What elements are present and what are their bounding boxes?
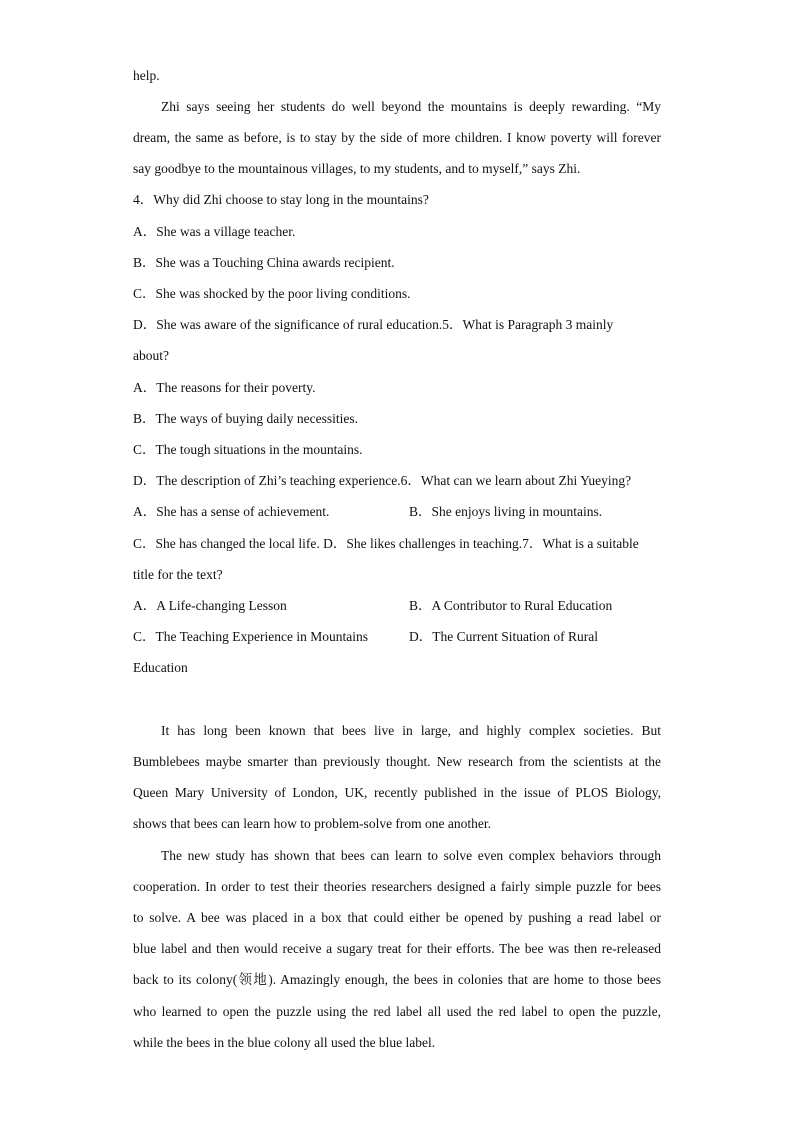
question-7-option-c: C．The Teaching Experience in Mountains xyxy=(133,629,368,644)
paragraph-line: who learned to open the puzzle using the red label all used the red label to open the puzzle, xyxy=(133,1004,661,1019)
paragraph-line: dream, the same as before, is to stay by the side of more children. I know poverty will forever xyxy=(133,130,661,145)
paragraph-line: help. xyxy=(133,68,160,83)
question-4-option-b: B．She was a Touching China awards recipient. xyxy=(133,255,395,270)
question-5-option-d: D．The description of Zhi’s teaching experience. xyxy=(133,473,401,488)
question-7-option-b: B．A Contributor to Rural Education xyxy=(409,598,613,613)
question-7-stem-continued: title for the text? xyxy=(133,567,223,582)
question-6-option-b: B．She enjoys living in mountains. xyxy=(409,504,603,519)
paragraph-line: Zhi says seeing her students do well beyond the mountains is deeply rewarding. “My xyxy=(161,99,661,114)
question-7-stem: 7．What is a suitable xyxy=(522,536,639,551)
question-5-option-a: A．The reasons for their poverty. xyxy=(133,380,316,395)
question-5-stem-continued: about? xyxy=(133,348,169,363)
question-4-option-d-line xyxy=(133,317,613,333)
question-5-option-d-line xyxy=(133,473,631,489)
question-7-option-d-continued: Education xyxy=(133,660,188,675)
paragraph-line: The new study has shown that bees can learn to solve even complex behaviors through xyxy=(161,848,661,863)
paragraph-line: Queen Mary University of London, UK, recently published in the issue of PLOS Biology, xyxy=(133,785,661,800)
question-7-option-d: D．The Current Situation of Rural xyxy=(409,629,598,644)
paragraph-line: blue label and then would receive a sugary treat for their efforts. The bee was then re-released xyxy=(133,941,661,956)
question-6-option-a: A．She has a sense of achievement. xyxy=(133,504,330,519)
question-5-stem: 5．What is Paragraph 3 mainly xyxy=(442,317,614,332)
paragraph-line: cooperation. In order to test their theories researchers designed a fairly simple puzzle for bees xyxy=(133,879,661,894)
question-4-option-a: A．She was a village teacher. xyxy=(133,224,296,239)
paragraph-line: back to its colony(领地). Amazingly enough, the bees in colonies that are home to those bees xyxy=(133,972,661,987)
question-5-option-b: B．The ways of buying daily necessities. xyxy=(133,411,358,426)
paragraph-line: say goodbye to the mountainous villages, to my students, and to myself,” says Zhi. xyxy=(133,161,581,176)
question-4-option-c: C．She was shocked by the poor living conditions. xyxy=(133,286,411,301)
question-6-option-d: D．She likes challenges in teaching. xyxy=(323,536,523,551)
question-6-option-c: C．She has changed the local life. xyxy=(133,536,320,551)
question-5-option-c: C．The tough situations in the mountains. xyxy=(133,442,363,457)
paragraph-line: It has long been known that bees live in large, and highly complex societies. But xyxy=(161,723,661,738)
paragraph-line: shows that bees can learn how to problem-solve from one another. xyxy=(133,816,492,831)
paragraph-line: Bumblebees maybe smarter than previously thought. New research from the scientists at the xyxy=(133,754,661,769)
question-6-stem: 6．What can we learn about Zhi Yueying? xyxy=(400,473,632,488)
question-4-stem: 4．Why did Zhi choose to stay long in the mountains? xyxy=(133,192,429,207)
question-6-option-cd-line xyxy=(133,536,639,552)
paragraph-line: while the bees in the blue colony all used the blue label. xyxy=(133,1035,436,1050)
question-4-option-d: D．She was aware of the significance of rural education. xyxy=(133,317,443,332)
question-7-option-a: A．A Life-changing Lesson xyxy=(133,598,287,613)
paragraph-line: to solve. A bee was placed in a box that could either be opened by pushing a read label or xyxy=(133,910,661,925)
